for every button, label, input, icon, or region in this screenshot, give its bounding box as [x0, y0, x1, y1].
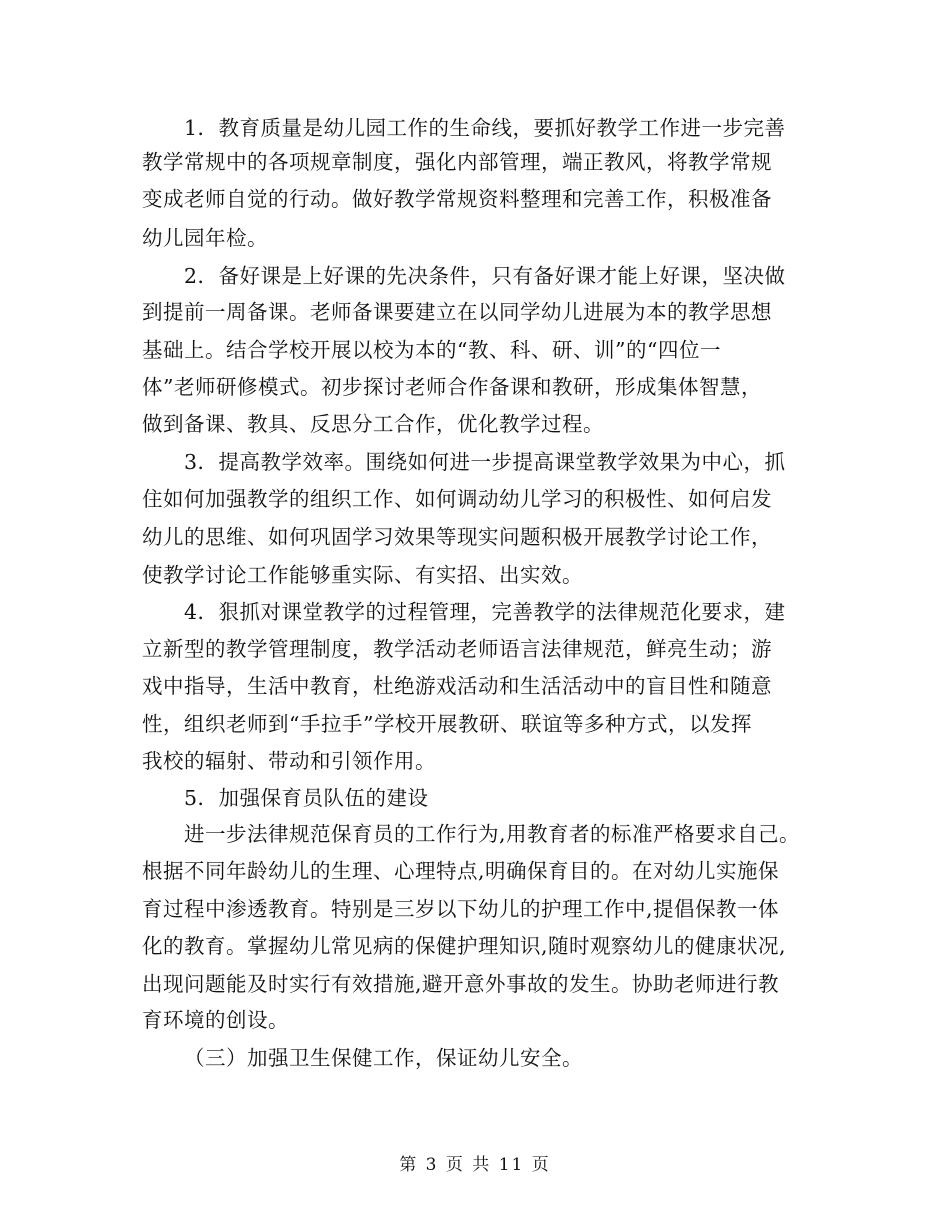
text-line: 出现问题能及时实行有效措施,避开意外事故的发生。协助老师进行教: [142, 972, 780, 996]
text-line: 变成老师自觉的行动。做好教学常规资料整理和完善工作，积极准备: [142, 187, 772, 211]
text-line: 体”老师研修模式。初步探讨老师合作备课和教研，形成集体智慧，: [142, 375, 762, 399]
text-line: 戏中指导，生活中教育，杜绝游戏活动和生活活动中的盲目性和随意: [142, 674, 772, 698]
section-heading: （三）加强卫生保健工作，保证幼儿安全。: [184, 1046, 583, 1070]
text-line: 住如何加强教学的组织工作、如何调动幼儿学习的积极性、如何启发: [142, 487, 772, 511]
text-line: 3．提高教学效率。围绕如何进一步提高课堂教学效果为中心，抓: [184, 450, 786, 474]
text-line: 根据不同年龄幼儿的生理、心理特点,明确保育目的。在对幼儿实施保: [142, 859, 780, 883]
text-line: 4．狠抓对课堂教学的过程管理，完善教学的法律规范化要求，建: [184, 600, 786, 624]
text-line: 进一步法律规范保育员的工作行为,用教育者的标准严格要求自己。: [184, 822, 801, 846]
text-line: 立新型的教学管理制度，教学活动老师语言法律规范，鲜亮生动；游: [142, 637, 772, 661]
text-line: 到提前一周备课。老师备课要建立在以同学幼儿进展为本的教学思想: [142, 300, 772, 324]
text-line: 1．教育质量是幼儿园工作的生命线，要抓好教学工作进一步完善: [184, 116, 786, 140]
text-line: 育过程中渗透教育。特别是三岁以下幼儿的护理工作中,提倡保教一体: [142, 897, 780, 921]
text-line: 幼儿的思维、如何巩固学习效果等现实问题积极开展教学讨论工作，: [142, 525, 772, 549]
text-line: 2．备好课是上好课的先决条件，只有备好课才能上好课，坚决做: [184, 264, 786, 288]
text-line: 做到备课、教具、反思分工合作，优化教学过程。: [142, 412, 604, 436]
text-line: 基础上。结合学校开展以校为本的“教、科、研、训”的“四位一: [142, 338, 721, 362]
text-line: 使教学讨论工作能够重实际、有实招、出实效。: [142, 563, 583, 587]
text-line: 性，组织老师到“手拉手”学校开展教研、联谊等多种方式，以发挥: [142, 712, 752, 736]
text-line: 化的教育。掌握幼儿常见病的保健护理知识,随时观察幼儿的健康状况,: [142, 934, 787, 958]
text-line: 5．加强保育员队伍的建设: [184, 786, 429, 810]
page-number-footer: 第 3 页 共 11 页: [399, 1155, 551, 1175]
text-line: 育环境的创设。: [142, 1008, 289, 1032]
text-line: 我校的辐射、带动和引领作用。: [142, 749, 436, 773]
text-line: 教学常规中的各项规章制度，强化内部管理，端正教风，将教学常规: [142, 150, 772, 174]
text-line: 幼儿园年检。: [142, 226, 268, 250]
